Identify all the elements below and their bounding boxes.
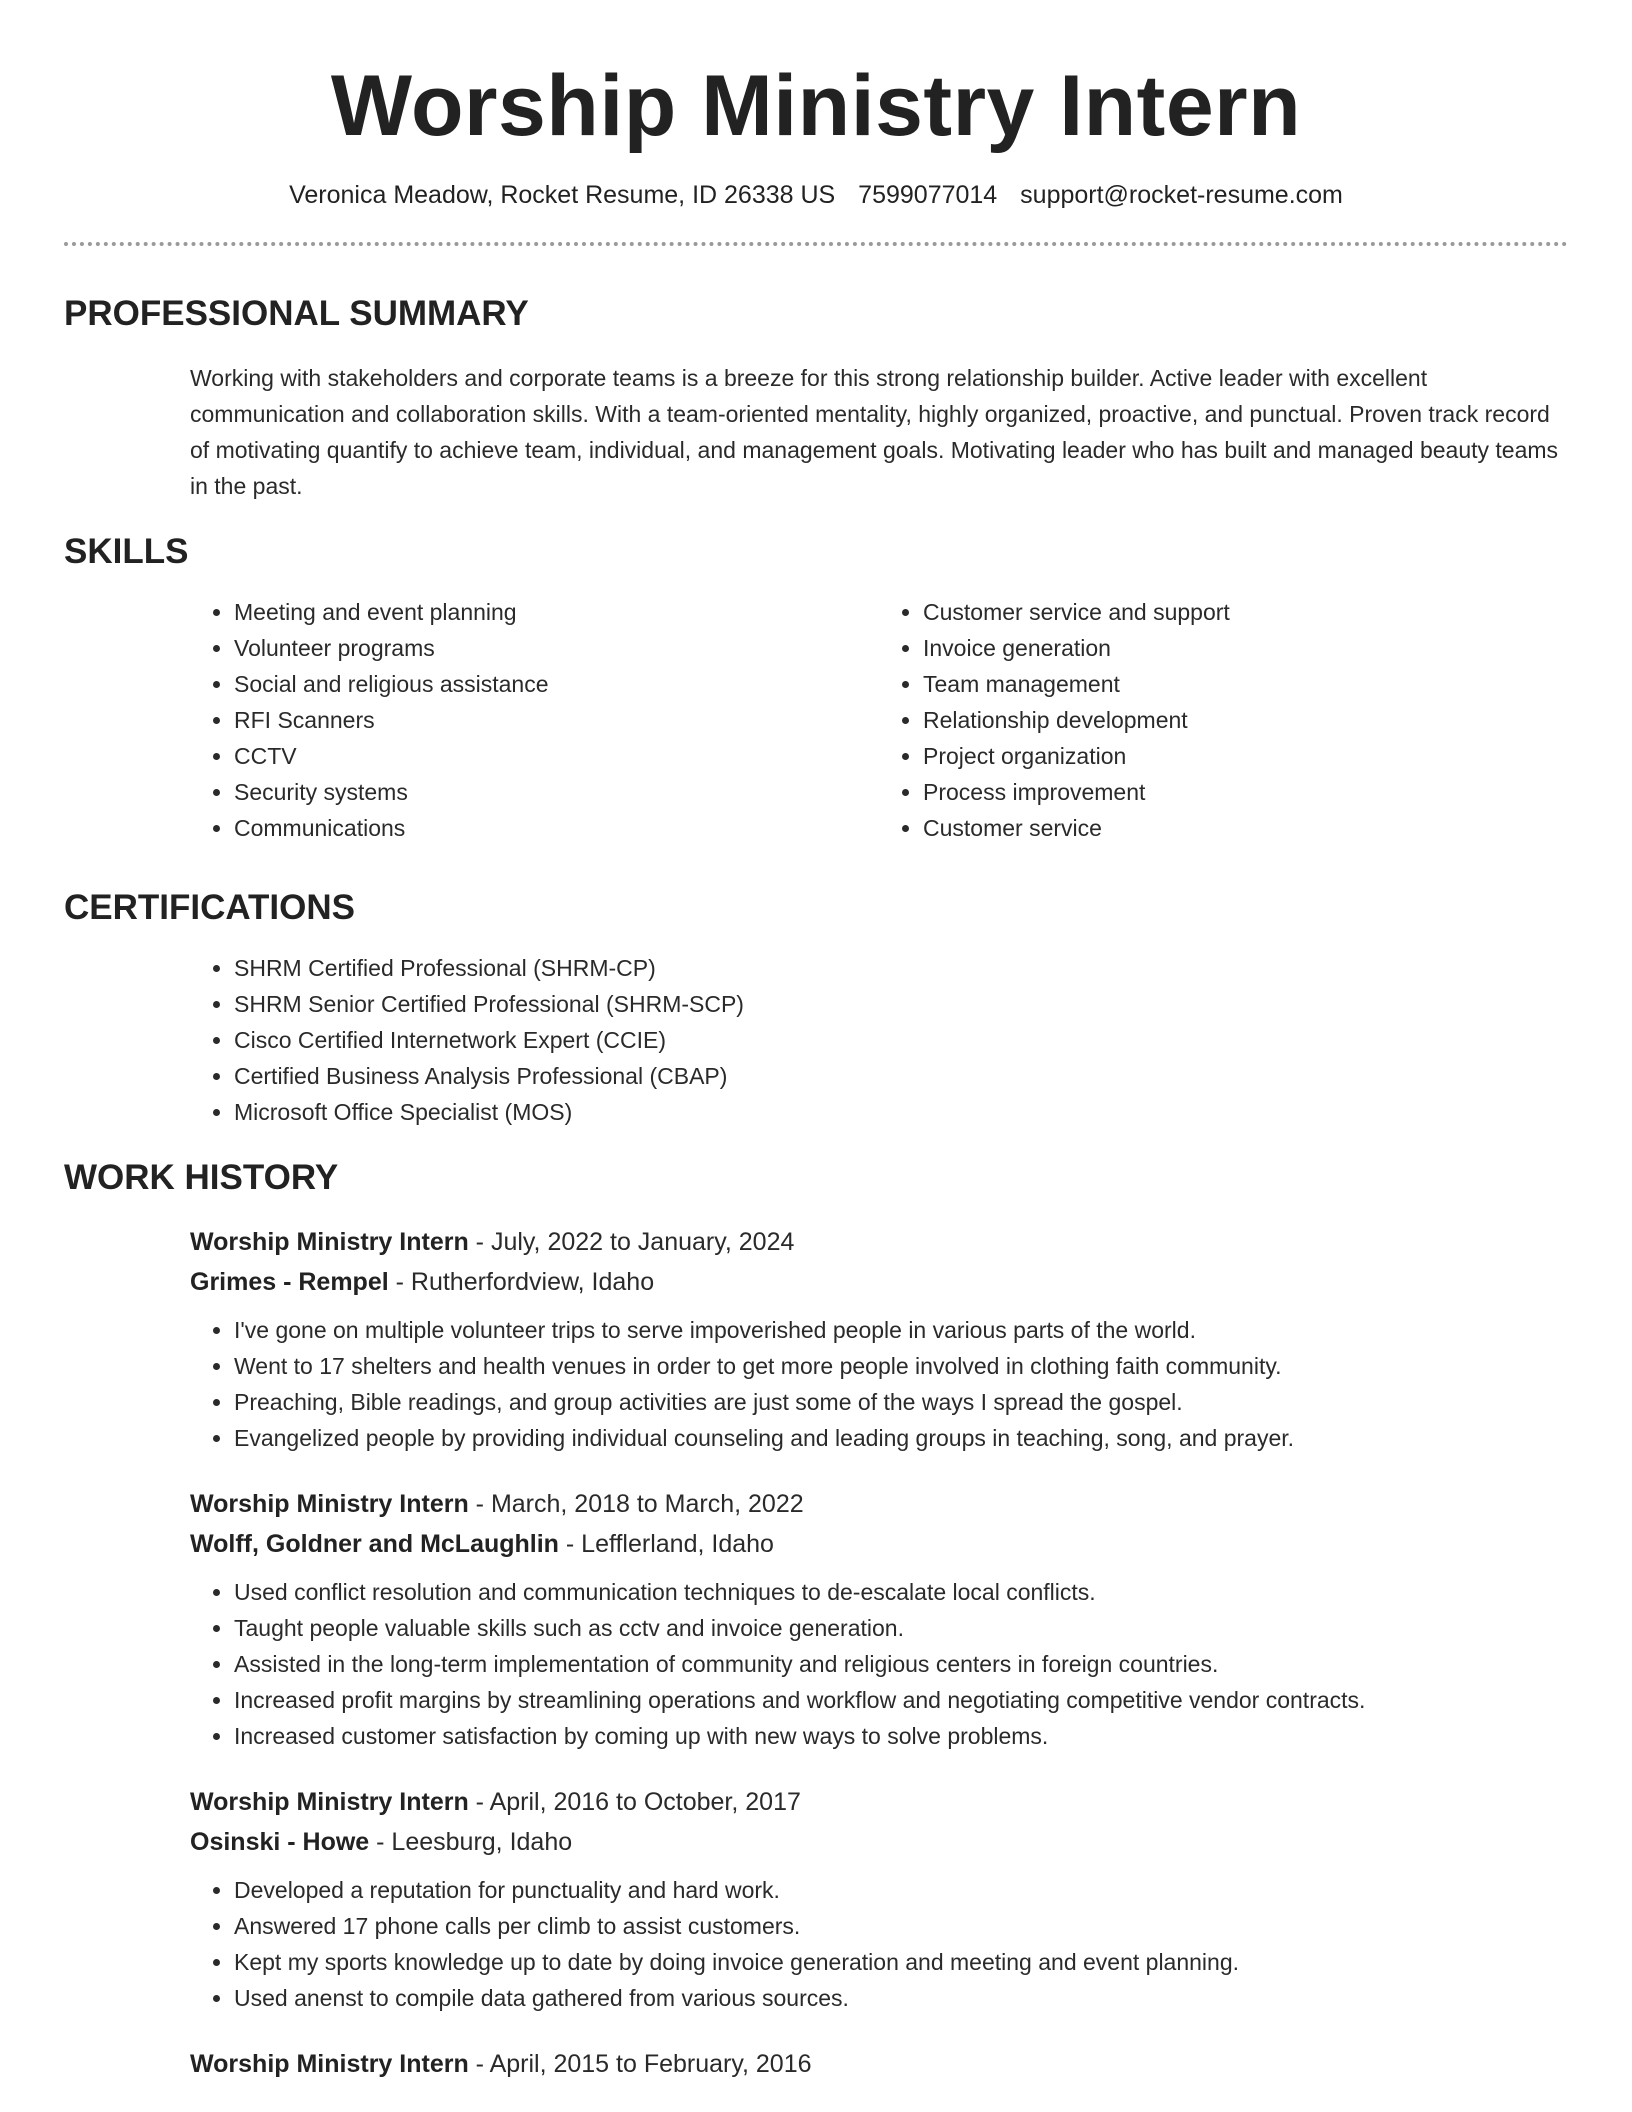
skill-item: • Invoice generation (923, 630, 1568, 666)
job-bullet: • Used conflict resolution and communication techniques to de-escalate local conflicts. (234, 1574, 1568, 1610)
job-entry (190, 1484, 1568, 1754)
certification-item: • SHRM Certified Professional (SHRM-CP) (234, 950, 1568, 986)
skill-item: • Team management (923, 666, 1568, 702)
job-bullet: • Answered 17 phone calls per climb to assist customers. (234, 1908, 1568, 1944)
certification-item: • Cisco Certified Internetwork Expert (CCIE) (234, 1022, 1568, 1058)
job-bullets (190, 1872, 1568, 2016)
job-bullet: • Increased profit margins by streamlining operations and workflow and negotiating competitive vendor contracts. (234, 1682, 1568, 1718)
job-bullet: • Went to 17 shelters and health venues in order to get more people involved in clothing faith community. (234, 1348, 1568, 1384)
job-bullet: • Developed a reputation for punctuality and hard work. (234, 1872, 1568, 1908)
job-title: Worship Ministry Intern (190, 1490, 469, 1518)
work-history-heading: WORK HISTORY (64, 1158, 339, 1197)
job-bullets (190, 1312, 1568, 1456)
job-entry (190, 1782, 1568, 2016)
job-company: Grimes - Rempel (190, 1268, 389, 1296)
contact-address: Veronica Meadow, Rocket Resume, ID 26338 US (289, 181, 836, 209)
skill-item: • Customer service and support (923, 594, 1568, 630)
job-dates: - July, 2022 to January, 2024 (468, 1228, 795, 1256)
skills-heading: SKILLS (64, 532, 189, 571)
resume-page (64, 0, 1568, 2084)
skill-item: • Customer service (923, 810, 1568, 846)
job-company-line (190, 1262, 1568, 1302)
job-dates: - April, 2015 to February, 2016 (468, 2050, 812, 2078)
skill-item: • Relationship development (923, 702, 1568, 738)
job-bullet: • Kept my sports knowledge up to date by doing invoice generation and meeting and event planning. (234, 1944, 1568, 1980)
job-location: - Lefflerland, Idaho (558, 1530, 774, 1558)
skills-right-list (879, 594, 1568, 846)
job-title-line (190, 1222, 1568, 1262)
job-location: - Rutherfordview, Idaho (388, 1268, 655, 1296)
job-title-line (190, 1782, 1568, 1822)
header-divider (64, 242, 1568, 246)
skill-item: • Process improvement (923, 774, 1568, 810)
certification-item: • SHRM Senior Certified Professional (SHRM-SCP) (234, 986, 1568, 1022)
skill-item: • Social and religious assistance (234, 666, 879, 702)
job-company: Osinski - Howe (190, 1828, 370, 1856)
job-bullet: • I've gone on multiple volunteer trips to serve impoverished people in various parts of the world. (234, 1312, 1568, 1348)
job-title-line (190, 2044, 1568, 2084)
job-company-line (190, 1822, 1568, 1862)
contact-email: support@rocket-resume.com (1020, 181, 1343, 209)
resume-name: Worship Ministry Intern (330, 58, 1302, 154)
job-title-line (190, 1484, 1568, 1524)
summary-text: Working with stakeholders and corporate teams is a breeze for this strong relationship builder. Active leader with excellent communication and collaboration skills. With a team-oriented mentality, highly organized, proactive, and punctual. Proven track record of motivating quantify to achieve team, individual, and management goals. Motivating leader who has built and managed beauty teams in the past. (190, 365, 1559, 499)
job-title: Worship Ministry Intern (190, 2050, 469, 2078)
job-bullets (190, 1574, 1568, 1754)
job-entry (190, 1222, 1568, 1456)
certifications-list (190, 950, 1568, 1130)
job-company-line (190, 1524, 1568, 1564)
skill-item: • Communications (234, 810, 879, 846)
summary-heading: PROFESSIONAL SUMMARY (64, 294, 529, 333)
skill-item: • RFI Scanners (234, 702, 879, 738)
job-company: Wolff, Goldner and McLaughlin (190, 1530, 559, 1558)
job-entry (190, 2044, 1568, 2084)
job-bullet: • Assisted in the long-term implementation of community and religious centers in foreign countries. (234, 1646, 1568, 1682)
certification-item: • Microsoft Office Specialist (MOS) (234, 1094, 1568, 1130)
job-title: Worship Ministry Intern (190, 1788, 469, 1816)
skill-item: • Volunteer programs (234, 630, 879, 666)
job-dates: - April, 2016 to October, 2017 (468, 1788, 801, 1816)
job-title: Worship Ministry Intern (190, 1228, 469, 1256)
skill-item: • Security systems (234, 774, 879, 810)
job-dates: - March, 2018 to March, 2022 (468, 1490, 804, 1518)
contact-phone: 7599077014 (858, 181, 998, 209)
job-bullet: • Taught people valuable skills such as cctv and invoice generation. (234, 1610, 1568, 1646)
skills-columns (190, 594, 1568, 846)
contact-line (64, 178, 1568, 212)
job-bullet: • Preaching, Bible readings, and group activities are just some of the ways I spread the gospel. (234, 1384, 1568, 1420)
job-bullet: • Used anenst to compile data gathered from various sources. (234, 1980, 1568, 2016)
skills-left-list (190, 594, 879, 846)
skill-item: • CCTV (234, 738, 879, 774)
certification-item: • Certified Business Analysis Professional (CBAP) (234, 1058, 1568, 1094)
job-bullet: • Evangelized people by providing individual counseling and leading groups in teaching, song, and prayer. (234, 1420, 1568, 1456)
skill-item: • Meeting and event planning (234, 594, 879, 630)
certifications-heading: CERTIFICATIONS (64, 888, 356, 927)
skill-item: • Project organization (923, 738, 1568, 774)
job-bullet: • Increased customer satisfaction by coming up with new ways to solve problems. (234, 1718, 1568, 1754)
job-location: - Leesburg, Idaho (369, 1828, 573, 1856)
